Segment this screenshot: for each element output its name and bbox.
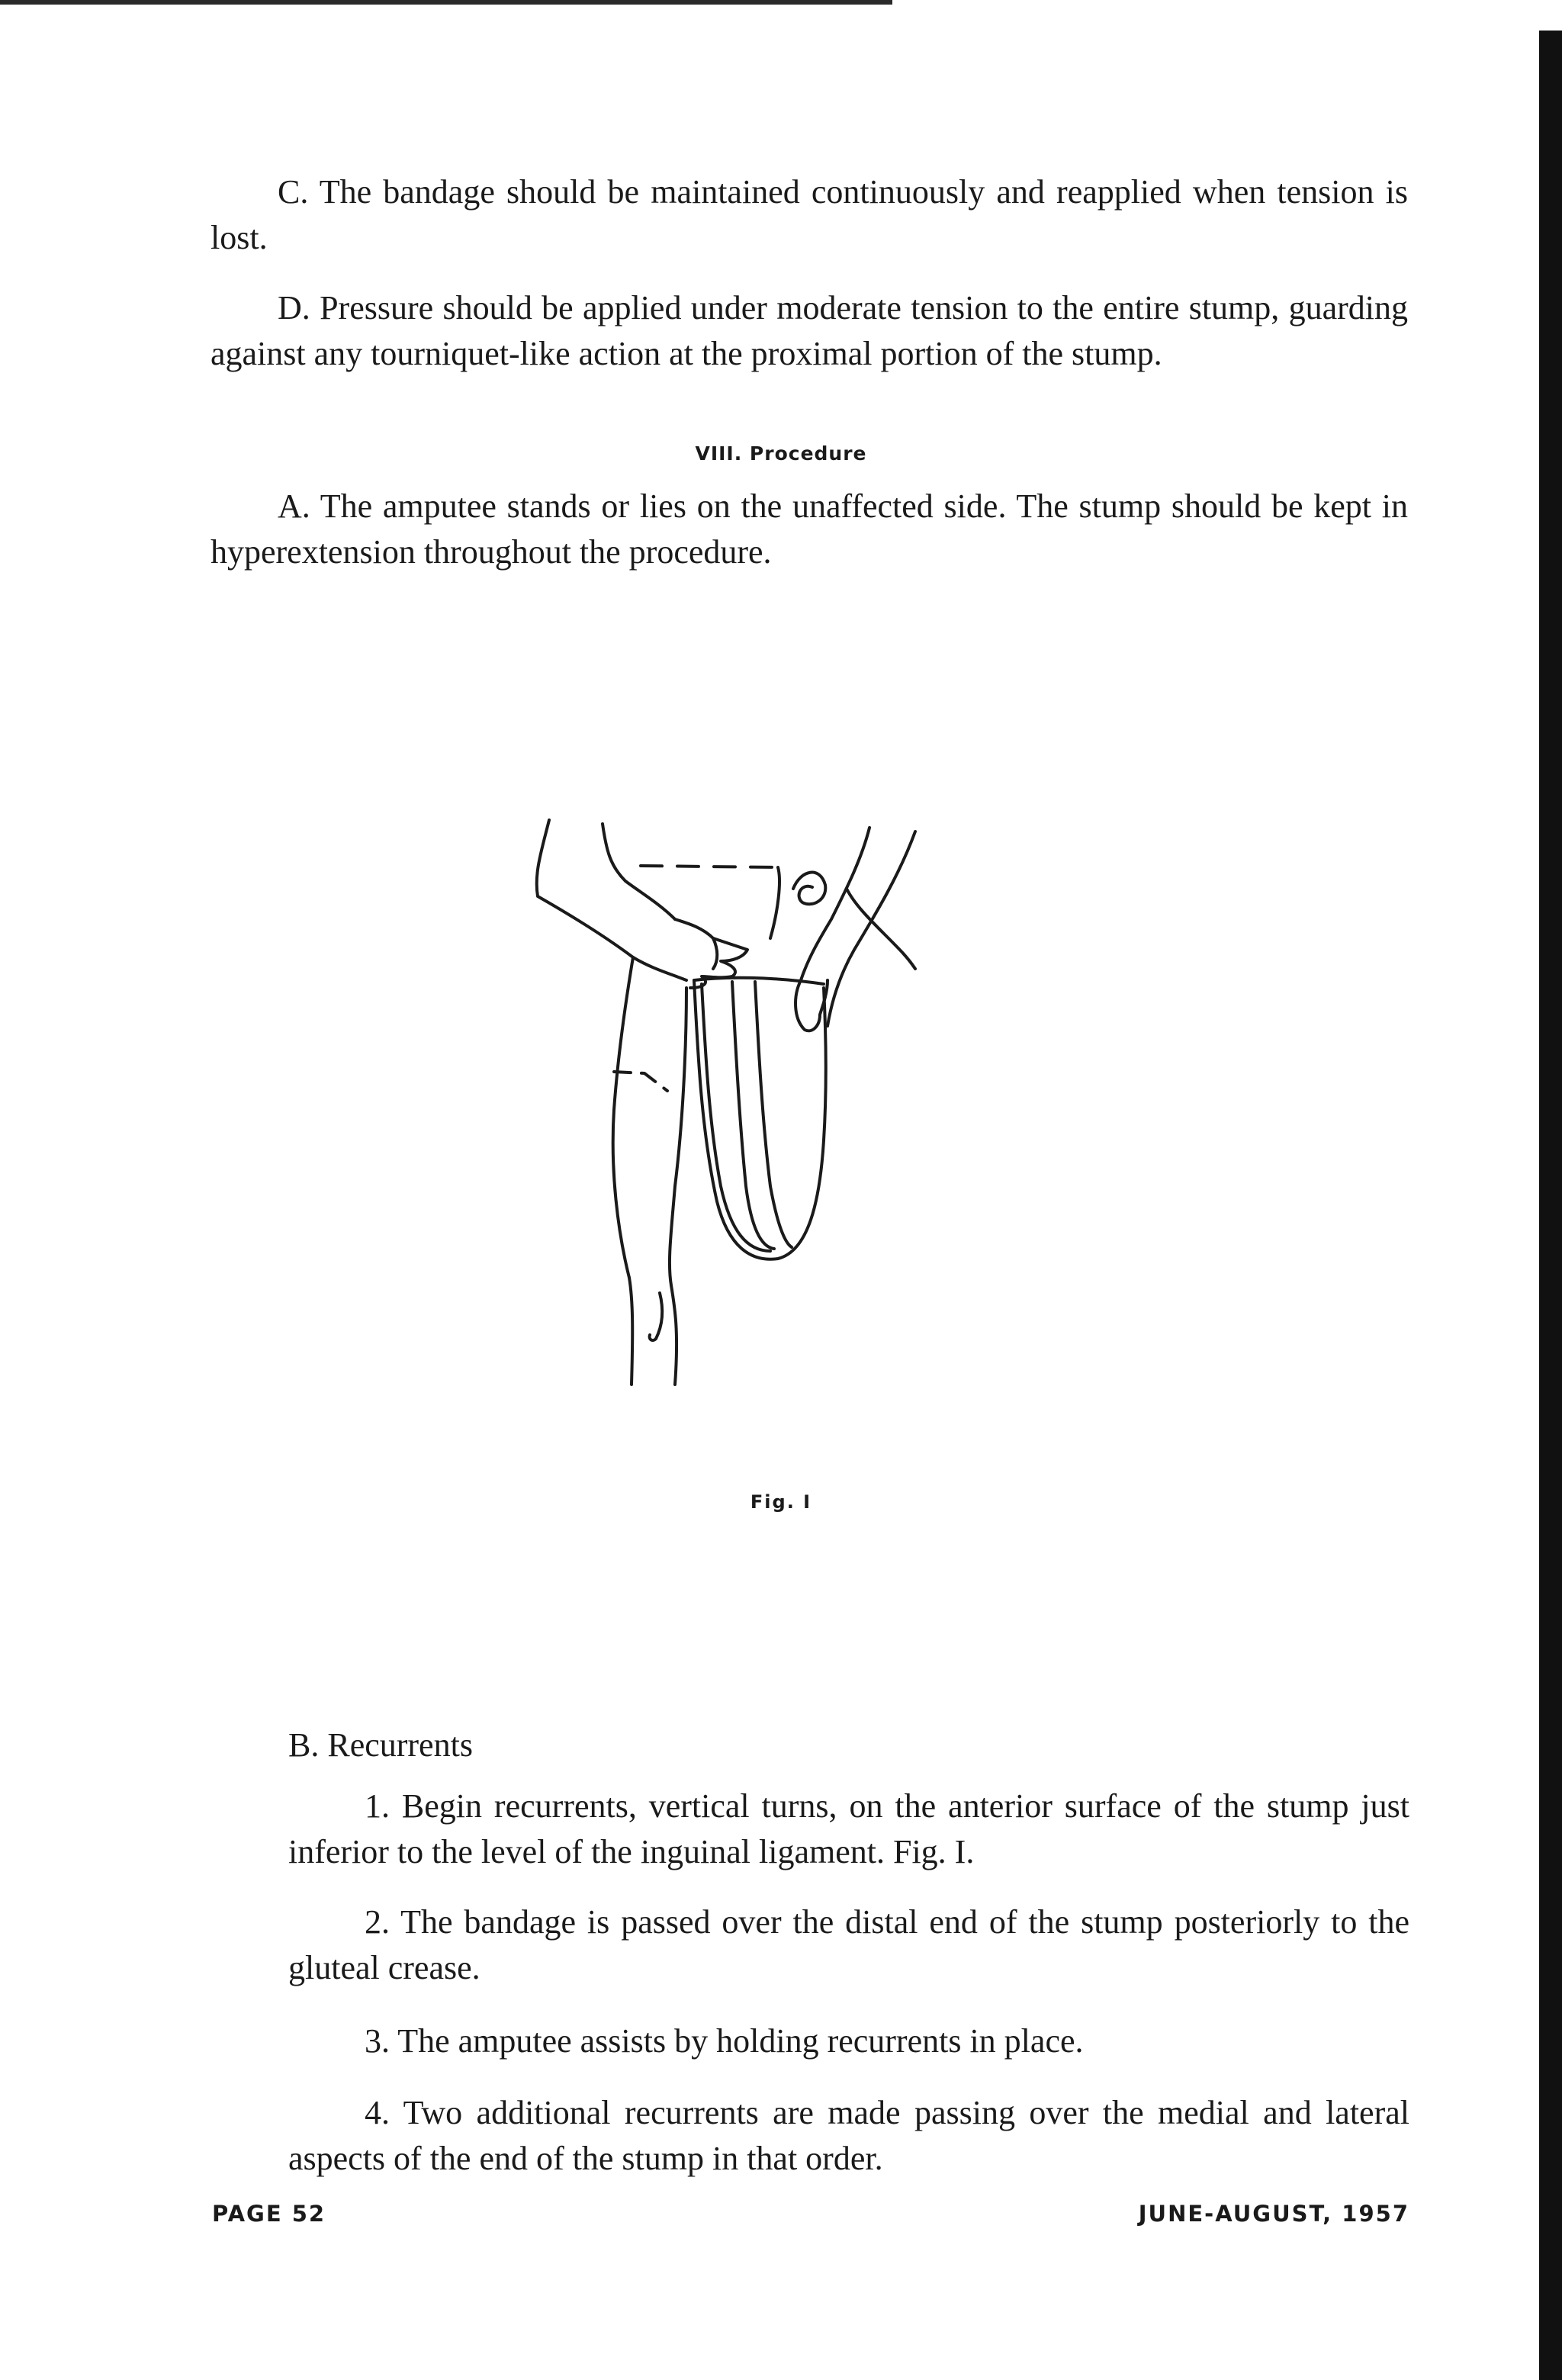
left-arm-outline xyxy=(537,820,686,980)
page-edge-right xyxy=(1539,31,1562,2380)
paragraph-d xyxy=(211,285,1408,377)
bandage-top xyxy=(694,978,824,984)
issue-date: JUNE-AUGUST, 1957 xyxy=(1138,2201,1409,2227)
recurrents-item-4 xyxy=(288,2090,1409,2182)
recurrents-item-3-text: 3. The amputee assists by holding recurrents in place. xyxy=(365,2022,1084,2060)
recurrents-item-1-text: 1. Begin recurrents, vertical turns, on the anterior surface of the stump just inferior to the level of the inguinal ligament. Fig. I. xyxy=(288,1787,1409,1870)
section-b-title: B. Recurrents xyxy=(288,1726,473,1764)
left-thigh-outline xyxy=(613,957,633,1278)
paragraph-c-text: C. The bandage should be maintained continuously and reapplied when tension is lost. xyxy=(211,173,1408,256)
hip-detail xyxy=(793,873,825,905)
paragraph-d-text: D. Pressure should be applied under moderate tension to the entire stump, guarding against any tourniquet-like action at the proximal portion of the stump. xyxy=(211,289,1408,372)
recurrents-item-4-text: 4. Two additional recurrents are made passing over the medial and lateral aspects of the end of the stump in that order. xyxy=(288,2094,1409,2177)
bandage-strip-right xyxy=(755,982,792,1247)
left-knee xyxy=(671,1285,677,1385)
figure-bandage-illustration xyxy=(519,805,1098,1453)
recurrents-item-2-text: 2. The bandage is passed over the distal end of the stump posteriorly to the gluteal crease. xyxy=(288,1903,1409,1986)
stump-outer xyxy=(694,980,826,1259)
page-edge-top xyxy=(0,0,892,5)
recurrents-item-1 xyxy=(288,1783,1409,1875)
right-elbow xyxy=(847,889,915,969)
left-arm-inner xyxy=(603,824,675,919)
left-leg-lower xyxy=(629,1278,632,1385)
figure-caption: Fig. I xyxy=(750,1491,812,1513)
right-arm-outer xyxy=(828,831,915,1026)
knee-detail xyxy=(650,1293,663,1340)
recurrents-item-2 xyxy=(288,1899,1409,1991)
inner-left-thigh xyxy=(670,988,686,1285)
section-heading: VIII. Procedure xyxy=(695,442,867,465)
paragraph-a xyxy=(211,484,1408,575)
bandage-drawing xyxy=(519,805,1098,1453)
paragraph-c xyxy=(211,169,1408,261)
right-body-outline xyxy=(770,867,779,938)
bandage-strip-middle xyxy=(732,982,774,1249)
paragraph-a-text: A. The amputee stands or lies on the unaffected side. The stump should be kept in hyperextension throughout the procedure. xyxy=(211,487,1408,571)
waist-dashed-line xyxy=(641,866,778,867)
page-number: PAGE 52 xyxy=(212,2201,326,2227)
left-hand-fingers xyxy=(713,938,717,969)
bandage-strip-left xyxy=(702,984,770,1251)
recurrents-item-3 xyxy=(288,2018,1409,2064)
left-thigh-dashed xyxy=(614,1072,667,1091)
